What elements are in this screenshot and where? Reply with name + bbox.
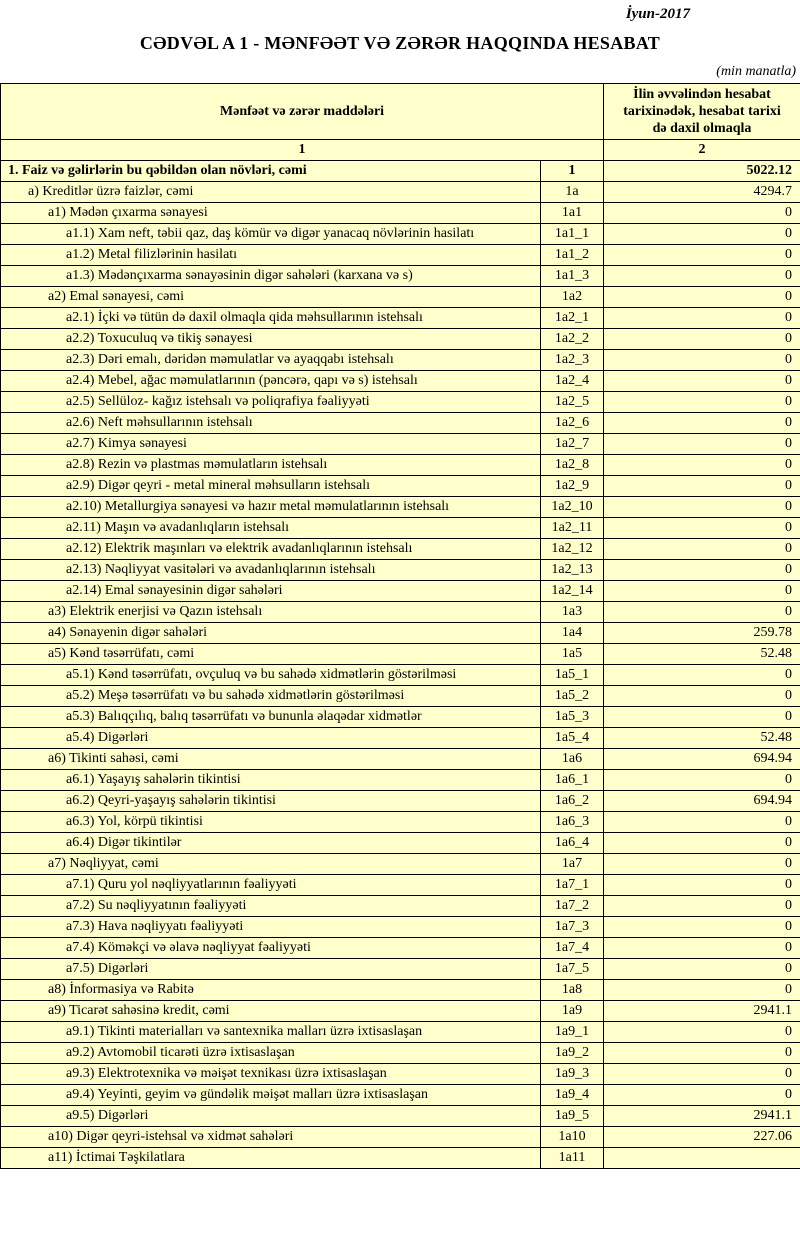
row-value: 0: [604, 434, 800, 455]
table-row: [1, 875, 800, 896]
row-label: a5.3) Balıqçılıq, balıq təsərrüfatı və bununla əlaqədar xidmətlər: [1, 707, 541, 728]
row-code: 1a7_3: [541, 917, 604, 938]
column-number-1: 1: [1, 140, 604, 161]
table-row: [1, 665, 800, 686]
row-value: 0: [604, 1085, 800, 1106]
table-row: [1, 602, 800, 623]
table-row: [1, 245, 800, 266]
row-code: 1a2_1: [541, 308, 604, 329]
row-value: 2941.1: [604, 1001, 800, 1022]
row-label: a7.3) Hava nəqliyyatı fəaliyyəti: [1, 917, 541, 938]
column-number-row: [1, 140, 800, 161]
table-row: [1, 1001, 800, 1022]
row-code: 1a2_12: [541, 539, 604, 560]
row-value: 0: [604, 812, 800, 833]
row-value: 5022.12: [604, 161, 800, 182]
table-row: [1, 854, 800, 875]
table-row: [1, 266, 800, 287]
table-row: [1, 329, 800, 350]
table-row: [1, 1022, 800, 1043]
row-value: 0: [604, 938, 800, 959]
row-code: 1a9_3: [541, 1064, 604, 1085]
table-row: [1, 392, 800, 413]
row-code: 1a2_7: [541, 434, 604, 455]
table-row: [1, 1127, 800, 1148]
row-label: a2.11) Maşın və avadanlıqların istehsalı: [1, 518, 541, 539]
row-value: 0: [604, 707, 800, 728]
row-value: 0: [604, 413, 800, 434]
header-row: [1, 84, 800, 140]
row-code: 1a10: [541, 1127, 604, 1148]
row-label: a1) Mədən çıxarma sənayesi: [1, 203, 541, 224]
row-code: 1a8: [541, 980, 604, 1001]
row-value: 0: [604, 560, 800, 581]
table-row: [1, 770, 800, 791]
row-label: a4) Sənayenin digər sahələri: [1, 623, 541, 644]
row-label: a5.1) Kənd təsərrüfatı, ovçuluq və bu sahədə xidmətlərin göstərilməsi: [1, 665, 541, 686]
table-row: [1, 476, 800, 497]
row-code: 1a6_3: [541, 812, 604, 833]
column-number-2: 2: [604, 140, 800, 161]
table-row: [1, 980, 800, 1001]
row-value: 0: [604, 203, 800, 224]
table-row: [1, 707, 800, 728]
row-label: a9.1) Tikinti materialları və santexnika malları üzrə ixtisaslaşan: [1, 1022, 541, 1043]
table-row: [1, 182, 800, 203]
row-label: a11) İctimai Təşkilatlara: [1, 1148, 541, 1169]
row-label: a2.1) İçki və tütün də daxil olmaqla qida məhsullarının istehsalı: [1, 308, 541, 329]
table-row: [1, 749, 800, 770]
row-label: a6.3) Yol, körpü tikintisi: [1, 812, 541, 833]
row-value: 0: [604, 539, 800, 560]
row-value: 0: [604, 896, 800, 917]
table-row: [1, 287, 800, 308]
row-code: 1a2_9: [541, 476, 604, 497]
row-code: 1a2_13: [541, 560, 604, 581]
table-row: [1, 581, 800, 602]
table-row: [1, 434, 800, 455]
row-label: a10) Digər qeyri-istehsal və xidmət sahələri: [1, 1127, 541, 1148]
row-value: 0: [604, 329, 800, 350]
row-label: a) Kreditlər üzrə faizlər, cəmi: [1, 182, 541, 203]
row-value: 259.78: [604, 623, 800, 644]
row-value: 0: [604, 875, 800, 896]
table-row: [1, 686, 800, 707]
row-code: 1a: [541, 182, 604, 203]
row-code: 1a7_2: [541, 896, 604, 917]
row-value: 0: [604, 1064, 800, 1085]
row-value: 0: [604, 371, 800, 392]
table-row: [1, 917, 800, 938]
row-label: a6.2) Qeyri-yaşayış sahələrin tikintisi: [1, 791, 541, 812]
row-value: 0: [604, 686, 800, 707]
row-code: 1a2_14: [541, 581, 604, 602]
table-row: [1, 1043, 800, 1064]
row-value: 0: [604, 476, 800, 497]
row-label: a1.1) Xam neft, təbii qaz, daş kömür və digər yanacaq növlərinin hasilatı: [1, 224, 541, 245]
row-label: a9.4) Yeyinti, geyim və gündəlik məişət malları üzrə ixtisaslaşan: [1, 1085, 541, 1106]
row-value: 227.06: [604, 1127, 800, 1148]
row-label: a7.2) Su nəqliyyatının fəaliyyəti: [1, 896, 541, 917]
table-row: [1, 308, 800, 329]
unit-note: (min manatla): [716, 64, 796, 79]
row-value: 694.94: [604, 791, 800, 812]
row-value: 0: [604, 518, 800, 539]
row-value: 0: [604, 266, 800, 287]
report-date: İyun-2017: [625, 6, 690, 22]
row-value: 0: [604, 224, 800, 245]
row-code: 1a2_11: [541, 518, 604, 539]
row-value: 4294.7: [604, 182, 800, 203]
table-row: [1, 350, 800, 371]
row-code: 1a6_1: [541, 770, 604, 791]
row-label: a2.3) Dəri emalı, dəridən məmulatlar və ayaqqabı istehsalı: [1, 350, 541, 371]
row-label: a2.10) Metallurgiya sənayesi və hazır metal məmulatlarının istehsalı: [1, 497, 541, 518]
row-code: 1a1_2: [541, 245, 604, 266]
table-row: [1, 161, 800, 182]
row-value: 0: [604, 308, 800, 329]
row-label: a2.8) Rezin və plastmas məmulatların istehsalı: [1, 455, 541, 476]
table-row: [1, 938, 800, 959]
table-row: [1, 1148, 800, 1169]
row-code: 1a1: [541, 203, 604, 224]
row-label: a2.9) Digər qeyri - metal mineral məhsulların istehsalı: [1, 476, 541, 497]
row-label: a9.5) Digərləri: [1, 1106, 541, 1127]
row-code: 1a2_4: [541, 371, 604, 392]
row-label: a2.12) Elektrik maşınları və elektrik avadanlıqlarının istehsalı: [1, 539, 541, 560]
table-header: [1, 84, 800, 161]
row-code: 1a2_6: [541, 413, 604, 434]
row-code: 1a7_5: [541, 959, 604, 980]
row-value: 2941.1: [604, 1106, 800, 1127]
table-row: [1, 812, 800, 833]
table-row: [1, 623, 800, 644]
row-value: 694.94: [604, 749, 800, 770]
row-code: 1a5_2: [541, 686, 604, 707]
table-row: [1, 833, 800, 854]
page-title: CƏDVƏL A 1 - MƏNFƏƏT VƏ ZƏRƏR HAQQINDA HESABAT: [139, 33, 661, 53]
table-row: [1, 791, 800, 812]
row-label: a7.5) Digərləri: [1, 959, 541, 980]
row-code: 1a6_4: [541, 833, 604, 854]
row-label: a1.3) Mədənçıxarma sənayəsinin digər sahələri (karxana və s): [1, 266, 541, 287]
row-label: a5) Kənd təsərrüfatı, cəmi: [1, 644, 541, 665]
row-label: a6.4) Digər tikintilər: [1, 833, 541, 854]
row-label: a2.5) Sellüloz- kağız istehsalı və poliqrafiya fəaliyyəti: [1, 392, 541, 413]
row-label: 1. Faiz və gəlirlərin bu qəbildən olan növləri, cəmi: [1, 161, 541, 182]
row-code: 1a1_1: [541, 224, 604, 245]
row-code: 1a2_8: [541, 455, 604, 476]
row-label: a6.1) Yaşayış sahələrin tikintisi: [1, 770, 541, 791]
row-label: a7) Nəqliyyat, cəmi: [1, 854, 541, 875]
row-label: a3) Elektrik enerjisi və Qazın istehsalı: [1, 602, 541, 623]
table-row: [1, 371, 800, 392]
table-row: [1, 518, 800, 539]
row-label: a9.3) Elektrotexnika və məişət texnikası üzrə ixtisaslaşan: [1, 1064, 541, 1085]
row-code: 1a5_3: [541, 707, 604, 728]
row-value: 52.48: [604, 728, 800, 749]
row-code: 1a2_5: [541, 392, 604, 413]
row-code: 1a2_3: [541, 350, 604, 371]
row-code: 1a7_4: [541, 938, 604, 959]
row-value: 0: [604, 1022, 800, 1043]
row-code: 1a2: [541, 287, 604, 308]
table-row: [1, 728, 800, 749]
row-value: 0: [604, 854, 800, 875]
row-label: a2.4) Mebel, ağac məmulatlarının (pəncərə, qapı və s) istehsalı: [1, 371, 541, 392]
row-value: 0: [604, 455, 800, 476]
row-value: 0: [604, 917, 800, 938]
row-code: 1a5: [541, 644, 604, 665]
row-label: a2) Emal sənayesi, cəmi: [1, 287, 541, 308]
report-table-body: [1, 161, 800, 1169]
table-row: [1, 1085, 800, 1106]
table-row: [1, 1106, 800, 1127]
row-value: 0: [604, 602, 800, 623]
row-label: a2.14) Emal sənayesinin digər sahələri: [1, 581, 541, 602]
row-value: 0: [604, 581, 800, 602]
row-label: a5.2) Meşə təsərrüfatı və bu sahədə xidmətlərin göstərilməsi: [1, 686, 541, 707]
table-row: [1, 224, 800, 245]
row-code: 1a9_1: [541, 1022, 604, 1043]
row-value: 0: [604, 959, 800, 980]
table-row: [1, 497, 800, 518]
row-code: 1a6_2: [541, 791, 604, 812]
row-label: a9.2) Avtomobil ticarəti üzrə ixtisaslaşan: [1, 1043, 541, 1064]
row-value: 0: [604, 245, 800, 266]
row-value: [604, 1148, 800, 1169]
items-column-header: Mənfəət və zərər maddələri: [1, 84, 604, 140]
row-code: 1a5_1: [541, 665, 604, 686]
row-code: 1a7_1: [541, 875, 604, 896]
row-value: 0: [604, 392, 800, 413]
row-value: 0: [604, 980, 800, 1001]
table-row: [1, 560, 800, 581]
row-code: 1a2_2: [541, 329, 604, 350]
row-label: a1.2) Metal filizlərinin hasilatı: [1, 245, 541, 266]
row-label: a2.6) Neft məhsullarının istehsalı: [1, 413, 541, 434]
row-code: 1a9_4: [541, 1085, 604, 1106]
row-code: 1a9: [541, 1001, 604, 1022]
table-row: [1, 896, 800, 917]
row-label: a6) Tikinti sahəsi, cəmi: [1, 749, 541, 770]
row-code: 1a7: [541, 854, 604, 875]
row-code: 1a9_5: [541, 1106, 604, 1127]
table-row: [1, 1064, 800, 1085]
row-value: 0: [604, 287, 800, 308]
value-column-header: İlin əvvəlindən hesabat tarixinədək, hesabat tarixi də daxil olmaqla: [604, 84, 800, 140]
table-row: [1, 203, 800, 224]
row-code: 1a9_2: [541, 1043, 604, 1064]
row-value: 52.48: [604, 644, 800, 665]
row-code: 1a3: [541, 602, 604, 623]
row-value: 0: [604, 350, 800, 371]
row-label: a2.7) Kimya sənayesi: [1, 434, 541, 455]
row-label: a9) Ticarət sahəsinə kredit, cəmi: [1, 1001, 541, 1022]
row-label: a7.1) Quru yol nəqliyyatlarının fəaliyyəti: [1, 875, 541, 896]
row-value: 0: [604, 833, 800, 854]
row-code: 1a2_10: [541, 497, 604, 518]
row-code: 1a4: [541, 623, 604, 644]
table-row: [1, 959, 800, 980]
row-value: 0: [604, 665, 800, 686]
row-label: a2.2) Toxuculuq və tikiş sənayesi: [1, 329, 541, 350]
row-label: a7.4) Köməkçi və əlavə nəqliyyat fəaliyyəti: [1, 938, 541, 959]
row-value: 0: [604, 497, 800, 518]
row-label: a5.4) Digərləri: [1, 728, 541, 749]
row-code: 1a1_3: [541, 266, 604, 287]
profit-loss-table: [0, 83, 800, 1169]
row-code: 1a11: [541, 1148, 604, 1169]
row-code: 1a6: [541, 749, 604, 770]
row-code: 1: [541, 161, 604, 182]
table-row: [1, 413, 800, 434]
row-label: a2.13) Nəqliyyat vasitələri və avadanlıqlarının istehsalı: [1, 560, 541, 581]
row-value: 0: [604, 1043, 800, 1064]
table-row: [1, 539, 800, 560]
row-value: 0: [604, 770, 800, 791]
table-row: [1, 644, 800, 665]
row-code: 1a5_4: [541, 728, 604, 749]
row-label: a8) İnformasiya və Rabitə: [1, 980, 541, 1001]
table-row: [1, 455, 800, 476]
